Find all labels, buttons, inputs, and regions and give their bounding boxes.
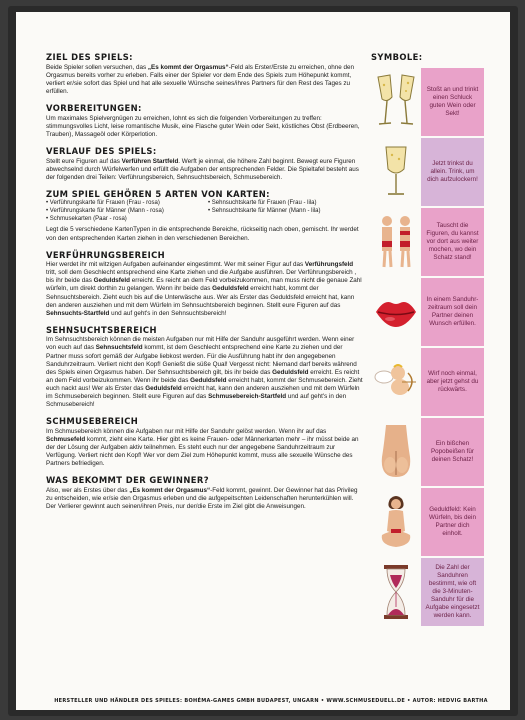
- heading-cuddle: SCHMUSEBEREICH: [46, 415, 139, 426]
- cuddle-paragraph: [46, 428, 364, 468]
- text: tritt, soll dem Geschlecht entsprechend eine Karte ziehen und die Aufgabe ausführen. Der Verführungsbereich , bis ihr beide das: [46, 269, 357, 285]
- longing-paragraph: [46, 336, 364, 408]
- symbol-row: [371, 138, 486, 206]
- course-paragraph: [46, 158, 364, 182]
- list-item: • Schmusekarten (Paar - rosa): [46, 216, 202, 224]
- symbol-row: [371, 348, 486, 416]
- heading-cards: ZUM SPIEL GEHÖREN 5 ARTEN VON KARTEN:: [46, 188, 270, 199]
- symbol-row: [371, 278, 486, 346]
- symbol-description: Ein bißchen Popobeißen für deinen Schatz!: [421, 418, 484, 486]
- emphasis: Verführungsfeld: [304, 261, 354, 269]
- list-item: • Sehnsuchtskarte für Männer (Mann - lila): [208, 208, 364, 216]
- heading-goal: ZIEL DES SPIELS:: [46, 52, 133, 62]
- emphasis: Geduldsfeld: [93, 277, 130, 285]
- emphasis: Schmusefeld: [46, 435, 86, 443]
- text: erreicht. Es reicht an dem Feld vorbeizukommen, man muss nicht die genaue Zahl würfeln, um direkt dorthin zu gelangen. Wenn ihr beide das: [46, 277, 362, 293]
- text: Im Schmusebereich können die Aufgaben nur mit Hilfe der Sanduhr gelöst werden. Wenn ihr auf das: [46, 427, 327, 435]
- symbol-row: [371, 488, 486, 556]
- symbol-description: In einem Sanduhr-zeitraum soll dein Partner deinen Wunsch erfüllen.: [421, 278, 484, 346]
- heading-winner: WAS BEKOMMT DER GEWINNER?: [46, 474, 209, 485]
- seated-woman-icon: [371, 488, 421, 556]
- text: -Feld als Erster/Erste zu erreichen, ohne den Orgasmus bereits vorher zu erleben. Falls einer der Spieler vor dem Ende des Spiels zum Höhepunkt kommt, verliert er/sie sofort das Spiel und hat alle sexuelle Wünsche seines/ihres Partners für den Rest des Tages zu erfüllen.: [46, 63, 355, 95]
- symbols-heading: SYMBOLE:: [371, 52, 423, 62]
- emphasis: Verführen Startfeld: [121, 157, 179, 165]
- symbol-row: [371, 68, 486, 136]
- heading-course: VERLAUF DES SPIELS:: [46, 145, 157, 156]
- text: Im Sehnsuchtsbereich können die meisten Aufgaben nur mit Hilfe der Sanduhr ausgeführt werden. Wenn einer von euch auf das: [46, 336, 355, 352]
- text: . Werft je einmal, die höhere Zahl beginnt. Bewegt eure Figuren abwechselnd durch Würfelwerfen und erfüllt die Aufgaben der entsprechenden Felder. Die Spieltafel besteht aus der folgenden drei Teilen: Verführungsbereich, Sehnsuchtsbereich, Schmusebereich.: [46, 157, 359, 181]
- symbol-row: [371, 558, 486, 626]
- champagne-glasses-icon: [371, 68, 421, 136]
- couple-icon: [371, 208, 421, 276]
- symbol-description: Wirf noch einmal, aber jetzt gehst du rückwärts.: [421, 348, 484, 416]
- seduction-paragraph: [46, 261, 364, 317]
- card-types-list: [46, 200, 364, 223]
- buttocks-icon: [371, 418, 421, 486]
- emphasis: Geduldsfeld: [145, 384, 182, 392]
- text: -Feld kommt, gewinnt. Der Gewinner hat das Privileg zu entscheiden, wie er/sie den Orgasmus erleben und die aufgepeitschten Leidenschaften herunterkühlen will. Der Verlierer gewinnt auch seinen/ihren Preis, nur der/die Erste im Ziel gibt die Anweisungen.: [46, 486, 358, 510]
- text: erreicht. Es reicht an dem Feld vorbeizukommen. Wenn ihr beide das: [46, 368, 360, 384]
- cupid-icon: [371, 348, 421, 416]
- text: kommt, zieht eine Karte. Hier gibt es keine Frauen- oder Männerkarten mehr – ihr müsst beide an der der Lösung der Aufgaben aktiv teilnehmen. Es steht euch nur der angegebene Sanduhrzeitraum zur Verfügung. Verliert nicht den Kopf! Wer vor dem Ziel zum Höhepunkt kommt, muss alle sexuelle Wünsche des Partners befriedigen.: [46, 435, 359, 467]
- text: erreicht habt, kommt der Schmusebereich. Zieht euch nackt aus! Wer als Erster das: [46, 376, 363, 392]
- symbols-column: [371, 52, 486, 628]
- list-item: • Verführungskarte für Frauen (Frau - rosa): [46, 200, 202, 208]
- rules-sheet: [16, 12, 510, 710]
- symbol-description: Geduldfeld: Kein Würfeln, bis dein Partner dich einholt.: [421, 488, 484, 556]
- emphasis: Geduldsfeld: [272, 368, 309, 376]
- heading-longing: SEHNSUCHTSBEREICH: [46, 324, 157, 335]
- emphasis: Sehnsuchtsfeld: [95, 344, 143, 352]
- emphasis: Schmusebereich-Startfeld: [208, 392, 287, 400]
- winner-paragraph: [46, 487, 364, 511]
- heading-seduction: VERFÜHRUNGSBEREICH: [46, 249, 166, 260]
- symbol-row: [371, 418, 486, 486]
- emphasis: Geduldsfeld: [190, 376, 227, 384]
- heading-preparations: VORBEREITUNGEN:: [46, 102, 142, 113]
- lips-icon: [371, 278, 421, 346]
- text: Beide Spieler sollen versuchen, das: [46, 63, 148, 71]
- emphasis: „Es kommt der Orgasmus“: [147, 63, 229, 71]
- publisher-footer: HERSTELLER UND HÄNDLER DES SPIELES: BOHÉMA-GAMES GMBH BUDAPEST, UNGARN • WWW.SCHMUSEDUELL.DE • AUTOR: HEDVIG BARTHA: [54, 698, 488, 704]
- text: erreicht habt, kommt der Sehnsuchtsbereich. Zieht euch bis auf die Unterwäsche aus. Wer als Erster das Geduldsfeld erreicht hat, kann den anderen ausziehen und mit dem Würfeln im Sehnsuchtsbereich beginnen. Stellt eure Figuren auf das: [46, 285, 355, 309]
- list-item: • Verführungskarte für Männer (Mann - rosa): [46, 208, 202, 216]
- symbol-description: Die Zahl der Sanduhren bestimmt, wie oft die 3-Minuten-Sanduhr für die Aufgabe eingesetzt werden kann.: [421, 558, 484, 626]
- emphasis: Sehnsuchts-Startfeld: [46, 309, 110, 317]
- list-item: • Sehnsuchtskarte für Frauen (Frau - lila): [208, 200, 364, 208]
- text: erreicht hat, kann den anderen ausziehen und mit dem Würfeln im Schmusebereich beginnen. Stellt eure Figuren auf das: [46, 384, 360, 400]
- text: kommt, ist dem Geschlecht entsprechend eine Karte zu ziehen und der Partner muss sofort gemäß der Aufgabe liebkost werden. Für die Ausführung habt ihr den angegebenen Sanduhrzeitraum. Verliert nicht den Kopf! Genießt die süße Qual! Vergesst nicht: Niemand darf bereits während des Spiels einen Orgasmus haben. Der Sehnsuchtsbereich gilt, bis ihr beide das: [46, 344, 357, 376]
- symbol-description: Stoßt an und trinkt einen Schluck guten Wein oder Sekt!: [421, 68, 484, 136]
- cards-paragraph: Legt die 5 verschiedene KartenTypen in die entsprechende Bereiche, rückseitig nach oben, gemischt. Ihr werdet von den entsprechenden Karten ziehen in den verschiedenen Bereichen.: [46, 226, 359, 242]
- text: Also, wer als Erstes über das: [46, 486, 130, 494]
- wine-glass-icon: [371, 138, 421, 206]
- goal-paragraph: [46, 64, 364, 96]
- symbol-row: [371, 208, 486, 276]
- symbol-description: Jetzt trinkst du allein. Trink, um dich aufzulockern!: [421, 138, 484, 206]
- text: und auf geht's in den Schmusebereich!: [46, 392, 347, 408]
- text: Hier werdet ihr mit witzigen Aufgaben aufeinander eingestimmt. Wer mit seiner Figur auf das: [46, 261, 305, 269]
- symbol-description: Tauscht die Figuren, du kannst vor dort aus weiter mochen, wo dein Schatz stand!: [421, 208, 484, 276]
- emphasis: „Es kommt der Orgasmus“: [129, 486, 211, 494]
- preparations-paragraph: Um maximales Spielvergnügen zu erreichen, lohnt es sich die folgenden Vorbereitungen zu treffen: stimmungsvolles Licht, leise romantische Musik, eine Flasche guter Wein oder Sekt, köstliches Obst (Erdbeeren, Trauben), Massageöl oder Körperlotion.: [46, 114, 360, 138]
- hourglass-icon: [371, 558, 421, 626]
- emphasis: Geduldsfeld: [212, 285, 249, 293]
- rules-text-column: [46, 52, 364, 514]
- text: und auf geht's in den Sehnsuchtsbereich!: [109, 309, 227, 317]
- text: Stellt eure Figuren auf das: [46, 157, 122, 165]
